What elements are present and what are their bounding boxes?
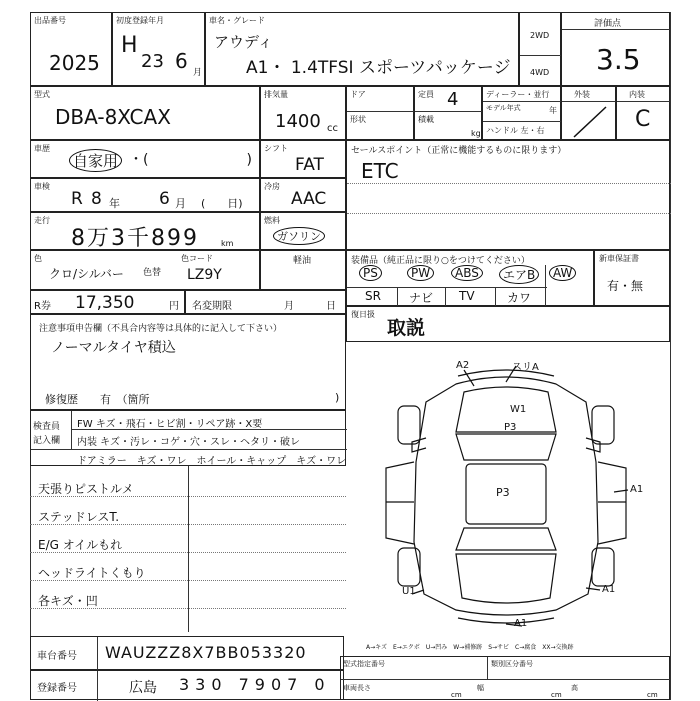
oil-cell — [260, 250, 346, 290]
cooling-value: AAC — [291, 189, 327, 209]
equip-leather: カワ — [507, 291, 532, 305]
equip-pw: PW — [407, 265, 434, 281]
fuel-label: 燃料 — [264, 216, 280, 225]
model-year-label: モデル年式 — [486, 104, 521, 112]
shift-value: FAT — [295, 155, 324, 175]
inspection-cell — [30, 178, 260, 212]
cooling-cell — [260, 178, 346, 212]
model-code-label: 型式 — [34, 90, 50, 99]
equip-sr: SR — [365, 289, 381, 303]
model-grade-cell — [205, 12, 519, 86]
exterior-label: 外装 — [574, 90, 590, 99]
lot-number: 2025 — [49, 51, 100, 75]
shift-label: シフト — [264, 144, 288, 153]
checklist-row-fw: FW キズ・飛石・ヒビ割・リペア跡・X要 — [77, 419, 263, 430]
height-unit: cm — [647, 691, 658, 699]
model-code-cell — [30, 86, 260, 140]
era: H — [121, 33, 138, 58]
restore-cell — [346, 306, 670, 342]
reg-year: 23 — [141, 51, 164, 72]
first-reg-cell — [112, 12, 205, 86]
model-year-suffix: 年 — [549, 106, 557, 115]
legend-area — [346, 640, 670, 654]
usage-label: 車歴 — [34, 144, 50, 153]
expiry-month: 月 — [284, 301, 294, 312]
new-car-label: 新車保証書 — [599, 254, 639, 263]
checklist-row-interior: 内装 キズ・汚レ・コゲ・穴・スレ・ヘタリ・破レ — [77, 437, 300, 448]
fuel-value: ガソリン — [273, 227, 325, 245]
new-car-warranty-cell — [594, 250, 670, 306]
interior-grade: C — [635, 107, 651, 132]
new-car-value: 有・無 — [607, 279, 644, 293]
inspection-year-suffix: 年 — [109, 197, 120, 210]
repair-label: 修復歴 有 （箇所 — [45, 393, 150, 406]
color-value: クロ/シルバー — [49, 267, 124, 281]
exterior-cell — [561, 86, 616, 140]
width-unit: cm — [551, 691, 562, 699]
dealer-label: ディーラー・並行 — [486, 90, 550, 99]
mileage-label: 走行 — [34, 216, 50, 225]
restore-value: 取説 — [387, 317, 426, 339]
legend-text: A→キズ E→エクボ U→凹み W→補修跡 S→サビ C→腐食 XX→交換跡 — [366, 644, 574, 651]
equipment-label: 装備品（純正品に限り○をつけてください） — [351, 256, 530, 266]
equip-abs: ABS — [451, 265, 483, 281]
sales-point-value: ETC — [361, 159, 399, 183]
load-label: 積載 — [418, 115, 434, 124]
repair-close: ) — [335, 391, 340, 404]
inspection-month-suffix: 月 — [175, 197, 186, 210]
mark-top-left: A2 — [456, 360, 470, 371]
lot-label: 出品番号 — [34, 16, 66, 25]
equip-navi: ナビ — [409, 291, 434, 305]
drive-4wd: 4WD — [530, 68, 550, 77]
checklist-label-2: 記入欄 — [33, 436, 61, 446]
inspection-label: 車検 — [34, 182, 50, 191]
sales-point-label: セールスポイント（正常に機能するものに限ります） — [351, 146, 567, 156]
drive-cell — [519, 12, 561, 86]
inspection-era: R — [71, 189, 83, 209]
equip-aw: AW — [549, 265, 576, 281]
seats-value: 4 — [447, 89, 459, 110]
shift-cell — [260, 140, 346, 178]
lot-cell — [30, 12, 112, 86]
equip-tv: TV — [459, 289, 475, 303]
inspector-note-2: ステッドレスT. — [38, 510, 120, 524]
vin-label: 車台番号 — [37, 651, 77, 662]
reg-cell — [30, 670, 344, 700]
model-code: DBA-8XCAX — [55, 105, 171, 129]
notes-cell — [30, 314, 346, 410]
inspector-notes-area — [30, 466, 346, 632]
score-label: 評価点 — [594, 19, 622, 29]
inspector-note-4: ヘッドライトくもり — [38, 566, 146, 580]
mileage-cell — [30, 212, 260, 250]
usage-rest: ・( ) — [129, 152, 252, 168]
displacement-unit: cc — [327, 123, 338, 134]
notes-value: ノーマルタイヤ積込 — [51, 340, 176, 356]
width-label: 幅 — [477, 684, 484, 692]
mark-right-side: A1 — [630, 484, 644, 495]
dealer-cell — [482, 86, 561, 140]
car-name: アウディ — [214, 33, 273, 51]
color-change-label: 色替 — [143, 268, 162, 278]
equip-ps: PS — [359, 265, 382, 281]
inspector-note-1: 天張りピストルメ — [38, 482, 134, 496]
color-code-label: 色コード — [181, 254, 213, 263]
interior-label: 内装 — [629, 90, 645, 99]
height-label: 高 — [571, 684, 578, 692]
inspection-day-suffix: ( 日) — [201, 197, 243, 210]
mark-roof: P3 — [496, 486, 510, 499]
recycle-label: R券 — [34, 301, 51, 312]
car-diagram — [346, 342, 670, 632]
category-label: 類別区分番号 — [491, 660, 533, 668]
usage-value: 自家用 — [69, 149, 122, 172]
mark-rear-right: A1 — [602, 584, 616, 595]
reg-label: 登録番号 — [37, 683, 77, 694]
handle-label: ハンドル 左・右 — [486, 126, 545, 135]
color-cell — [30, 250, 260, 290]
shape-label: 形状 — [350, 115, 366, 124]
score-cell — [561, 12, 670, 86]
model-spec-label: 型式指定番号 — [343, 660, 385, 668]
reg-number: 330 7907 0 — [179, 675, 331, 694]
usage-cell — [30, 140, 260, 178]
reg-month: 6 — [175, 49, 188, 73]
mark-top-center: スリA — [512, 362, 539, 373]
recycle-unit: 円 — [169, 301, 179, 312]
color-label: 色 — [34, 254, 42, 263]
inspector-note-3: E/G オイルもれ — [38, 538, 123, 552]
oil-label: 軽油 — [293, 256, 312, 266]
recycle-value: 17,350 — [75, 293, 135, 313]
reg-city: 広島 — [129, 680, 157, 696]
bottom-spec-cell — [340, 656, 670, 700]
model-grade-label: 車名・グレード — [209, 16, 265, 25]
expiry-day: 日 — [326, 301, 336, 312]
equipment-cell — [346, 250, 594, 306]
displacement-cell — [260, 86, 346, 140]
equip-airbag: エアB — [499, 265, 539, 284]
displacement-label: 排気量 — [264, 90, 288, 99]
checklist-label-1: 検査員 — [33, 422, 61, 432]
reg-month-suffix: 月 — [193, 68, 203, 78]
door-shape-cell — [346, 86, 414, 140]
first-reg-label: 初度登録年月 — [116, 16, 164, 25]
score-value: 3.5 — [596, 43, 641, 76]
notes-label: 注意事項申告欄（不具合内容等は具体的に記入して下さい） — [39, 324, 283, 334]
seats-cell — [414, 86, 482, 140]
right-border — [670, 12, 671, 700]
mark-hood-sub: P3 — [504, 422, 517, 433]
vin-value: WAUZZZ8X7BB053320 — [105, 643, 307, 662]
checklist-row-mirror: ドアミラー キズ・ワレ ホイール・キャップ キズ・ワレ — [77, 456, 347, 467]
mileage-value: 8万3千899 — [71, 226, 199, 251]
mark-bottom: A1 — [514, 618, 528, 629]
length-unit: cm — [451, 691, 462, 699]
recycle-cell — [30, 290, 185, 314]
length-label: 車両長さ — [343, 684, 371, 692]
cooling-label: 冷房 — [264, 182, 280, 191]
checklist-cell — [30, 410, 346, 466]
mark-rear-left: U1 — [402, 586, 416, 597]
inspection-year: 8 — [91, 189, 102, 209]
sales-point-cell — [346, 140, 670, 250]
grade: A1・ 1.4TFSI スポーツパッケージ — [246, 58, 511, 78]
inspector-note-5: 各キズ・凹 — [38, 594, 98, 608]
door-label: ドア — [350, 90, 366, 99]
interior-cell — [616, 86, 670, 140]
expiry-cell — [185, 290, 346, 314]
exterior-slash — [562, 101, 617, 141]
expiry-label: 名変期限 — [192, 301, 232, 312]
restore-label: 復日扱 — [351, 310, 375, 319]
drive-2wd: 2WD — [530, 31, 550, 40]
mark-hood: W1 — [510, 404, 527, 415]
color-code: LZ9Y — [187, 267, 222, 283]
fuel-cell — [260, 212, 346, 250]
vin-cell — [30, 636, 344, 670]
displacement: 1400 — [275, 111, 321, 132]
kg-unit: kg — [471, 129, 481, 138]
seats-label: 定員 — [418, 90, 434, 99]
inspection-month: 6 — [159, 189, 170, 209]
mileage-unit: km — [221, 239, 234, 248]
